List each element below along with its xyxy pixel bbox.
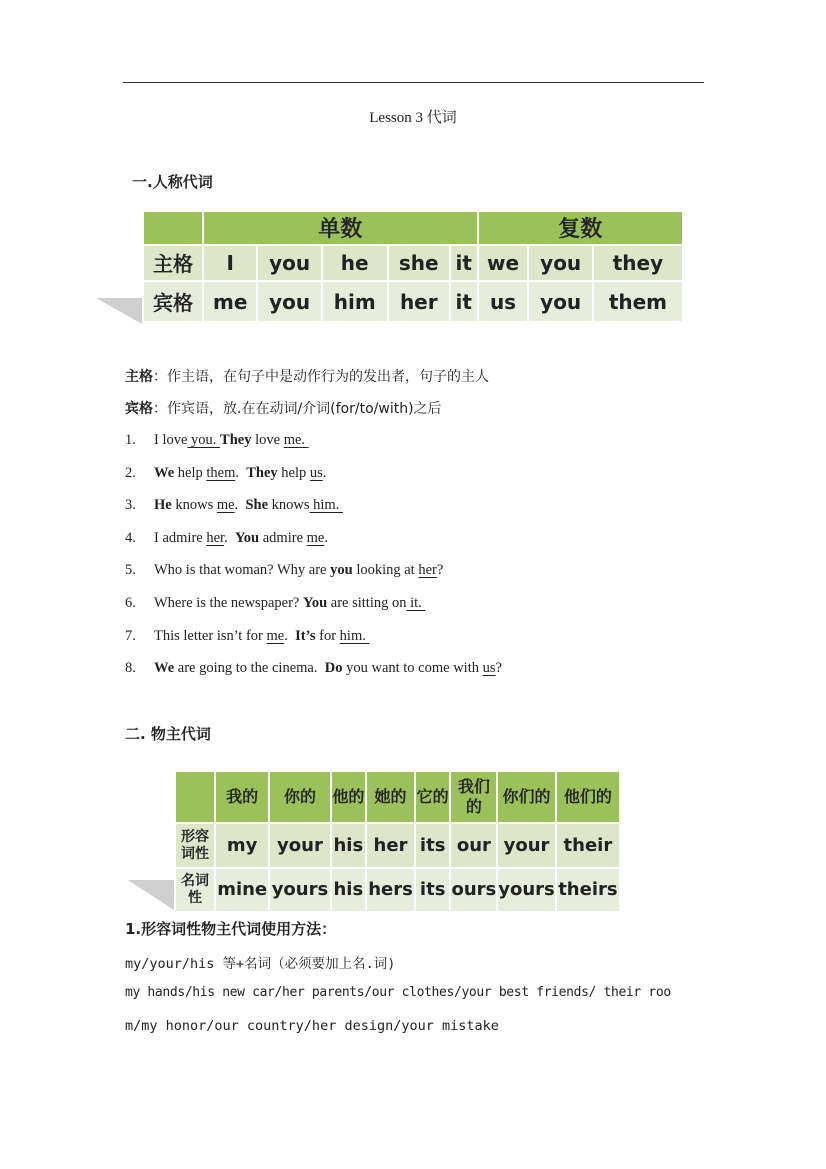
sentence-text: are sitting on bbox=[327, 595, 407, 611]
cell: its bbox=[415, 868, 451, 912]
bold-word: You bbox=[302, 595, 328, 611]
header-cell: 你们的 bbox=[497, 771, 556, 823]
usage-line-3: m/my honor/our country/her design/your mistake bbox=[125, 1018, 499, 1034]
cell: hers bbox=[366, 868, 415, 912]
page-title: Lesson 3 代词 bbox=[369, 110, 457, 126]
sentence-text: . bbox=[224, 530, 235, 546]
cell: mine bbox=[215, 868, 269, 912]
sentence-text: Where is the newspaper? bbox=[154, 595, 303, 611]
underlined-pronoun: her bbox=[206, 530, 225, 546]
underlined-pronoun: you. bbox=[187, 432, 221, 448]
definition-object bbox=[125, 398, 442, 418]
sentence-text: for bbox=[315, 628, 340, 644]
sentence-text: admire bbox=[259, 530, 307, 546]
example-number: 6. bbox=[125, 595, 136, 611]
underlined-pronoun: them bbox=[206, 465, 236, 481]
cell: his bbox=[331, 823, 367, 867]
underlined-pronoun: it. bbox=[406, 595, 426, 611]
personal-pronoun-table bbox=[142, 210, 684, 323]
definition-object-text: ：作宾语，放.在在动词/介词(for/to/with)之后 bbox=[153, 401, 442, 417]
example-sentence bbox=[125, 465, 326, 482]
definition-subject-label: 主格 bbox=[125, 369, 153, 385]
usage-line-2: my hands/his new car/her parents/our clothes/your best friends/ their roo bbox=[125, 985, 671, 1000]
header-cell: 他的 bbox=[331, 771, 367, 823]
bold-word: They bbox=[246, 465, 278, 481]
cell: you bbox=[528, 281, 592, 322]
cell: me bbox=[203, 281, 257, 322]
cell: you bbox=[528, 245, 592, 282]
underlined-pronoun: me. bbox=[283, 432, 309, 448]
sentence-text: . bbox=[324, 530, 328, 546]
cell: you bbox=[257, 281, 321, 322]
cell: you bbox=[257, 245, 321, 282]
cell: him bbox=[322, 281, 388, 322]
section1-heading: 一.人称代词 bbox=[132, 173, 213, 191]
example-number: 7. bbox=[125, 628, 136, 644]
sentence-text: I admire bbox=[154, 530, 207, 546]
sentence-text: knows bbox=[171, 497, 217, 513]
section2-subheading: 1.形容词性物主代词使用方法： bbox=[125, 920, 337, 938]
group-plural: 复数 bbox=[478, 211, 683, 245]
table-shadow-decoration bbox=[128, 870, 178, 912]
cell: it bbox=[450, 245, 478, 282]
sentence-text: . bbox=[234, 497, 246, 513]
cell: your bbox=[269, 823, 330, 867]
cell: it bbox=[450, 281, 478, 322]
sentence-text: . bbox=[322, 465, 327, 481]
bold-word: We bbox=[154, 660, 175, 676]
example-number: 8. bbox=[125, 660, 136, 676]
example-number: 2. bbox=[125, 465, 136, 481]
underlined-pronoun: us bbox=[482, 660, 496, 676]
sentence-text: I love bbox=[154, 432, 188, 448]
row-label-object: 宾格 bbox=[143, 281, 203, 322]
cell: they bbox=[593, 245, 683, 282]
example-sentence bbox=[125, 660, 502, 677]
sentence-text: ? bbox=[495, 660, 502, 676]
sentence-text: love bbox=[251, 432, 284, 448]
bold-word: He bbox=[154, 497, 172, 513]
sentence-text: knows bbox=[268, 497, 310, 513]
example-sentence bbox=[125, 595, 425, 612]
sentence-text: . bbox=[235, 465, 247, 481]
underlined-pronoun: me bbox=[266, 628, 285, 644]
bold-word: you bbox=[330, 562, 353, 578]
header-cell: 他们的 bbox=[556, 771, 620, 823]
row-label-adjective: 形容词性 bbox=[175, 823, 215, 867]
usage-line-1: my/your/his 等+名词（必须要加上名.词) bbox=[125, 956, 396, 972]
cell: yours bbox=[497, 868, 556, 912]
header-cell: 我们的 bbox=[450, 771, 497, 823]
definition-object-label: 宾格 bbox=[125, 401, 153, 417]
underlined-pronoun: him. bbox=[309, 497, 343, 513]
corner-cell bbox=[143, 211, 203, 245]
bold-word: They bbox=[220, 432, 252, 448]
bold-word: Do bbox=[324, 660, 343, 676]
row-label-noun: 名词性 bbox=[175, 868, 215, 912]
header-cell: 你的 bbox=[269, 771, 330, 823]
header-cell: 她的 bbox=[366, 771, 415, 823]
possessive-pronoun-table bbox=[174, 770, 621, 913]
group-singular: 单数 bbox=[203, 211, 478, 245]
cell: her bbox=[366, 823, 415, 867]
example-sentence bbox=[125, 530, 328, 547]
header-cell: 它的 bbox=[415, 771, 451, 823]
cell: yours bbox=[269, 868, 330, 912]
example-sentence bbox=[125, 432, 309, 449]
example-number: 3. bbox=[125, 497, 136, 513]
example-sentence bbox=[125, 562, 443, 579]
table-shadow-decoration bbox=[96, 290, 146, 326]
example-number: 1. bbox=[125, 432, 136, 448]
cell: his bbox=[331, 868, 367, 912]
underlined-pronoun: me bbox=[306, 530, 325, 546]
example-sentence bbox=[125, 497, 343, 514]
sentence-text: are going to the cinema. bbox=[174, 660, 325, 676]
sentence-text: ? bbox=[436, 562, 444, 578]
sentence-text: you want to come with bbox=[342, 660, 483, 676]
bold-word: We bbox=[154, 465, 175, 481]
sentence-text: This letter isn’t for bbox=[154, 628, 267, 644]
bold-word: You bbox=[234, 530, 260, 546]
corner-cell bbox=[175, 771, 215, 823]
underlined-pronoun: him. bbox=[339, 628, 370, 644]
bold-word: It’s bbox=[295, 628, 316, 644]
cell: my bbox=[215, 823, 269, 867]
underlined-pronoun: her bbox=[418, 562, 437, 578]
cell: theirs bbox=[556, 868, 620, 912]
cell: them bbox=[593, 281, 683, 322]
underlined-pronoun: me bbox=[216, 497, 235, 513]
cell: I bbox=[203, 245, 257, 282]
cell: ours bbox=[450, 868, 497, 912]
sentence-text: looking at bbox=[352, 562, 419, 578]
example-sentence bbox=[125, 628, 369, 645]
sentence-text: help bbox=[277, 465, 310, 481]
definition-subject bbox=[125, 366, 489, 386]
header-cell: 我的 bbox=[215, 771, 269, 823]
cell: their bbox=[556, 823, 620, 867]
sentence-text: . bbox=[284, 628, 296, 644]
definition-subject-text: ：作主语，在句子中是动作行为的发出者，句子的主人 bbox=[153, 369, 489, 385]
header-rule bbox=[123, 82, 704, 83]
cell: us bbox=[478, 281, 529, 322]
cell: its bbox=[415, 823, 451, 867]
possessive-pronoun-table-figure bbox=[128, 770, 623, 915]
cell: he bbox=[322, 245, 388, 282]
example-number: 5. bbox=[125, 562, 136, 578]
cell: our bbox=[450, 823, 497, 867]
personal-pronoun-table-figure bbox=[96, 210, 686, 325]
sentence-text: Who is that woman? Why are bbox=[154, 562, 331, 578]
cell: your bbox=[497, 823, 556, 867]
sentence-text: help bbox=[174, 465, 207, 481]
example-number: 4. bbox=[125, 530, 136, 546]
section2-heading: 二. 物主代词 bbox=[125, 725, 211, 743]
bold-word: She bbox=[245, 497, 269, 513]
underlined-pronoun: us bbox=[309, 465, 323, 481]
row-label-subject: 主格 bbox=[143, 245, 203, 282]
cell: her bbox=[388, 281, 450, 322]
cell: we bbox=[478, 245, 529, 282]
cell: she bbox=[388, 245, 450, 282]
